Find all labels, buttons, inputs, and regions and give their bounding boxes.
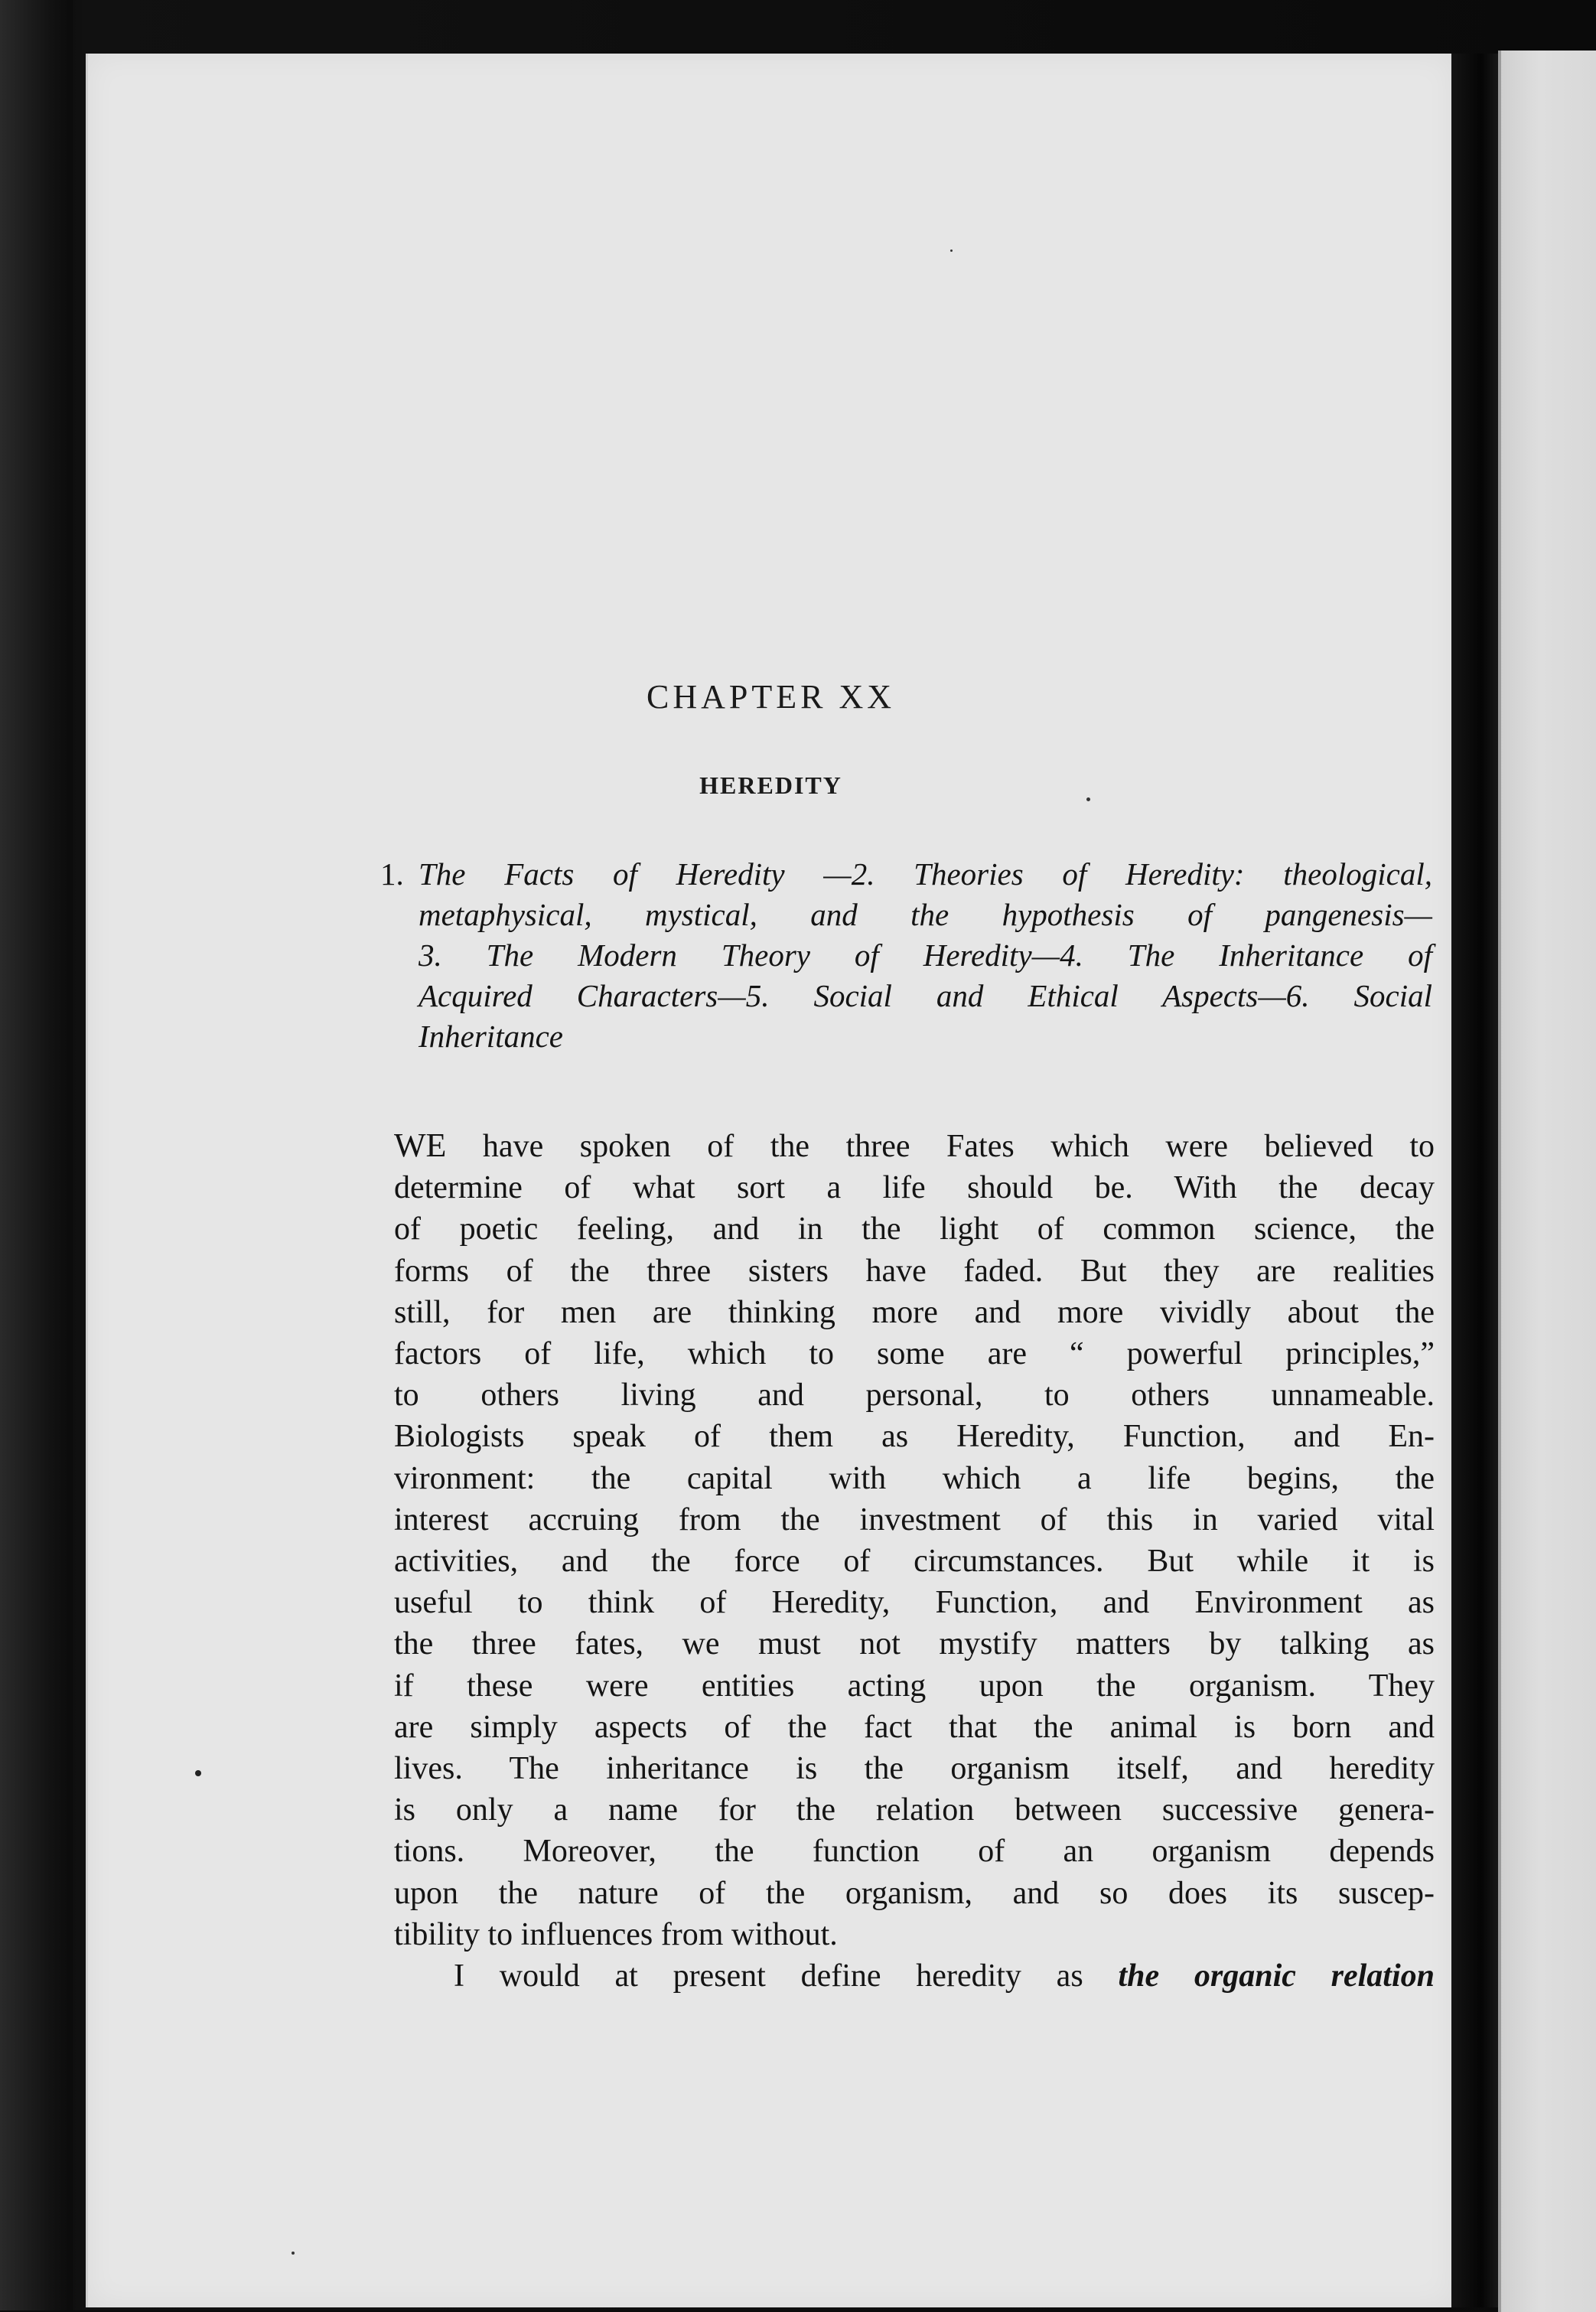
body-line: to others living and personal, to others unnameable. [394,1378,1435,1414]
book-page [86,54,1454,2307]
chapter-contents-summary [380,854,1432,1057]
book-gutter-shadow [1451,54,1501,2307]
body-line: vironment: the capital with which a life begins, the [394,1460,1435,1496]
chapter-subtitle: HEREDITY [699,771,842,799]
body-line: the three fates, we must not mystify matters by talking as [394,1626,1435,1662]
body-line: factors of life, which to some are “ powerful principles,” [394,1336,1435,1372]
body-line: interest accruing from the investment of this in varied vital [394,1502,1435,1538]
body-line: of poetic feeling, and in the light of common science, the [394,1211,1435,1247]
body-line: is only a name for the relation between successive genera- [394,1792,1435,1828]
contents-line [380,1016,1432,1057]
body-line: Biologists speak of them as Heredity, Function, and En- [394,1419,1435,1455]
body-line: tibility to influences from without. [394,1916,838,1952]
body-line-text: have spoken of the three Fates which were believed to [446,1129,1435,1164]
body-line-italic: the organic relation [1118,1958,1435,1994]
body-line: are simply aspects of the fact that the animal is born and [394,1709,1435,1745]
body-line: useful to think of Heredity, Function, and Environment as [394,1585,1435,1621]
body-line: activities, and the force of circumstances. But while it is [394,1544,1435,1580]
body-line-paragraph-start [394,1955,1435,1997]
body-line: lives. The inheritance is the organism itself, and heredity [394,1751,1435,1787]
contents-line-text: 3. The Modern Theory of Heredity—4. The Inheritance of [419,938,1432,973]
body-line-text: I would at present define heredity as [454,1958,1119,1994]
body-paragraph [394,1125,1435,1997]
book-spine-edge [0,0,73,2310]
contents-line [380,935,1432,976]
contents-line-text: Acquired Characters—5. Social and Ethical Aspects—6. Social [419,978,1432,1013]
facing-page-sliver [1501,51,1596,2312]
scan-speck [195,1770,201,1776]
contents-line-text: The Facts of Heredity —2. Theories of Heredity: theological, [419,856,1432,892]
scan-speck [292,2252,295,2255]
contents-line-text: metaphysical, mystical, and the hypothesis of pangenesis— [419,897,1432,932]
body-line: forms of the three sisters have faded. But they are realities [394,1253,1435,1289]
body-line: if these were entities acting upon the organism. They [394,1668,1435,1704]
contents-marker: 1. [380,856,404,892]
scan-speck [950,249,953,252]
body-line: tions. Moreover, the function of an organism depends [394,1834,1435,1870]
body-line: determine of what sort a life should be. With the decay [394,1170,1435,1206]
scan-speck [1086,797,1090,801]
opening-capitals: WE [394,1127,447,1164]
contents-line [380,854,1432,895]
chapter-title: CHAPTER XX [646,678,896,716]
contents-line [380,976,1432,1016]
contents-line [380,895,1432,935]
body-line: upon the nature of the organism, and so does its suscep- [394,1875,1435,1911]
contents-line-text: Inheritance [419,1019,563,1054]
body-line [394,1125,1435,1167]
body-line: still, for men are thinking more and more vividly about the [394,1294,1435,1330]
